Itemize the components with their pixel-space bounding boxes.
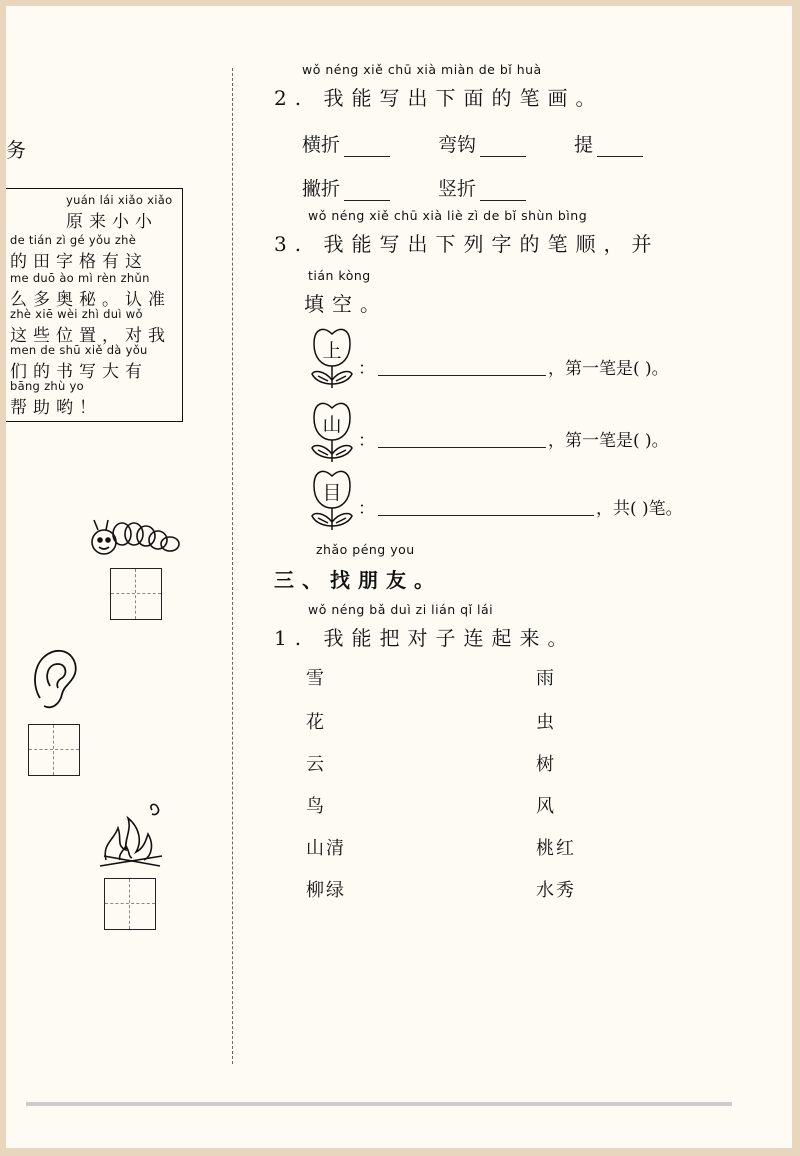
pair-right[interactable]: 虫 (536, 712, 556, 733)
stroke-order-line[interactable] (378, 375, 546, 376)
fill-suffix: ，第一笔是( )。 (548, 359, 669, 379)
fill-row (358, 354, 375, 379)
q31-text: 1. 我能把对子连起来。 (274, 626, 576, 650)
q3-pinyin: wǒ néng xiě chū xià liè zì de bǐ shùn bìng (308, 208, 588, 223)
pair-right[interactable]: 桃红 (536, 838, 576, 859)
stroke-item (574, 130, 643, 157)
flower-item (306, 398, 358, 468)
q3-text-2: 填空。 (304, 292, 388, 316)
stroke-name: 提 (574, 134, 594, 156)
tip-pinyin: de tián zì gé yǒu zhè (10, 233, 137, 247)
colon: ： (358, 499, 375, 519)
tip-text: 们的书写大有 (10, 362, 148, 382)
q2-text: 2. 我能写出下面的笔画。 (274, 86, 604, 110)
answer-blank[interactable] (344, 182, 390, 201)
colon: ： (358, 359, 375, 379)
section-title: 三、找朋友。 (274, 568, 442, 592)
bottom-rule (26, 1102, 732, 1106)
tip-pinyin: bāng zhù yo (10, 379, 85, 393)
pair-right[interactable]: 树 (536, 754, 556, 775)
flower-char: 上 (322, 340, 342, 362)
fill-row (358, 426, 375, 451)
flower-char: 目 (322, 482, 342, 504)
pair-left[interactable]: 云 (306, 754, 326, 775)
tip-pinyin: men de shū xiě dà yǒu (10, 343, 148, 357)
pair-right[interactable]: 水秀 (536, 880, 576, 901)
campfire-icon (96, 800, 166, 872)
tip-text: 的田字格有这 (10, 252, 148, 272)
tip-pinyin: me duō ào mì rèn zhǔn (10, 271, 150, 285)
stroke-name: 竖折 (438, 178, 477, 200)
ear-icon (30, 646, 82, 714)
pair-left[interactable]: 山清 (306, 838, 346, 859)
stroke-name: 弯钩 (438, 134, 477, 156)
flower-item (306, 324, 358, 394)
flower-char: 山 (322, 414, 342, 436)
tianzige-box[interactable] (28, 724, 80, 776)
q2-pinyin: wǒ néng xiě chū xià miàn de bǐ huà (302, 62, 542, 77)
tip-pinyin: yuán lái xiǎo xiǎo (66, 193, 173, 207)
tip-text: 原来小小 (66, 212, 158, 232)
pair-right[interactable]: 风 (536, 796, 556, 817)
colon: ： (358, 431, 375, 451)
q3-text: 3. 我能写出下列字的笔顺，并 (274, 232, 660, 256)
pair-left[interactable]: 鸟 (306, 796, 326, 817)
answer-blank[interactable] (480, 138, 526, 157)
pair-left[interactable]: 雪 (306, 668, 326, 689)
flower-item (306, 466, 358, 536)
fill-row (358, 494, 375, 519)
answer-blank[interactable] (597, 138, 643, 157)
sec3-pinyin: zhǎo péng you (316, 542, 415, 557)
stroke-item (438, 130, 526, 157)
tianzige-box[interactable] (110, 568, 162, 620)
stroke-item (302, 174, 390, 201)
pair-right[interactable]: 雨 (536, 668, 556, 689)
tip-text: 这些位置，对我 (10, 326, 171, 346)
q3-pinyin-2: tián kòng (308, 268, 371, 283)
stroke-order-line[interactable] (378, 515, 594, 516)
stroke-order-line[interactable] (378, 447, 546, 448)
tip-text: 帮助哟！ (10, 398, 102, 418)
stroke-name: 横折 (302, 134, 341, 156)
answer-blank[interactable] (344, 138, 390, 157)
stroke-item (302, 130, 390, 157)
title-fragment: 务 (6, 138, 26, 162)
tianzige-box[interactable] (104, 878, 156, 930)
tip-text: 么多奥秘。认准 (10, 290, 171, 310)
q31-pinyin: wǒ néng bǎ duì zi lián qǐ lái (308, 602, 494, 617)
pair-left[interactable]: 花 (306, 712, 326, 733)
stroke-item (438, 174, 526, 201)
tip-box (6, 188, 183, 422)
fill-suffix: ，第一笔是( )。 (548, 431, 669, 451)
stroke-name: 撇折 (302, 178, 341, 200)
fill-suffix: ，共( )笔。 (596, 499, 683, 519)
answer-blank[interactable] (480, 182, 526, 201)
pair-left[interactable]: 柳绿 (306, 880, 346, 901)
tip-pinyin: zhè xiē wèi zhì duì wǒ (10, 307, 143, 321)
caterpillar-icon (90, 512, 182, 562)
workbook-page (6, 6, 792, 1148)
